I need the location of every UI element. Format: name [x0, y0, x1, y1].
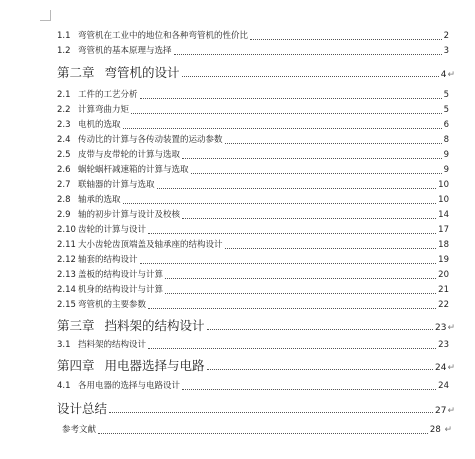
- toc-entry-2-7[interactable]: [57, 179, 449, 192]
- toc-entry-2-9[interactable]: [57, 209, 449, 222]
- toc-entry-page: 5: [443, 90, 449, 100]
- toc-entry-2-4[interactable]: [57, 134, 449, 147]
- toc-entry-number: 1.1: [57, 31, 71, 41]
- toc-entry-title: 轴的初步计算与设计及校核: [78, 210, 181, 220]
- toc-entry-number: 2.12: [57, 255, 76, 265]
- toc-leader-dots: [174, 54, 442, 55]
- toc-entry-2-15[interactable]: [57, 299, 449, 312]
- toc-leader-dots: [148, 308, 436, 309]
- toc-entry-2-10[interactable]: [57, 224, 449, 237]
- toc-entry-title: 皮带与皮带轮的计算与选取: [78, 150, 181, 160]
- toc-entry-2-8[interactable]: [57, 194, 449, 207]
- toc-references-page: 28: [429, 425, 441, 435]
- toc-references-title: 参考文献: [62, 425, 97, 435]
- toc-leader-dots: [182, 76, 439, 77]
- toc-leader-dots: [131, 113, 442, 114]
- toc-entry-2-11[interactable]: [57, 239, 449, 252]
- toc-entry-title: 蜗轮蜗杆减速箱的计算与选取: [78, 165, 189, 175]
- toc-entry-page: 22: [438, 300, 449, 310]
- toc-entry-page: 20: [438, 270, 449, 280]
- toc-chapter-page: 24: [435, 363, 447, 373]
- toc-entry-number: 2.15: [57, 300, 76, 310]
- toc-entry-2-3[interactable]: [57, 119, 449, 132]
- toc-summary[interactable]: [57, 400, 455, 418]
- toc-leader-dots: [123, 203, 437, 204]
- toc-leader-dots: [148, 348, 436, 349]
- toc-entry-number: 2.6: [57, 165, 71, 175]
- toc-entry-number: 2.13: [57, 270, 76, 280]
- toc-entry-title: 盖板的结构设计与计算: [78, 270, 164, 280]
- toc-entry-title: 各用电器的选择与电路设计: [78, 381, 181, 391]
- toc-chapter-title: 挡料架的结构设计: [104, 318, 205, 333]
- toc-leader-dots: [182, 158, 442, 159]
- toc-entry-title: 大小齿轮齿顶端盖及轴承座的结构设计: [78, 240, 223, 250]
- toc-entry-2-1[interactable]: [57, 89, 449, 102]
- toc-entry-1-1[interactable]: [57, 30, 449, 43]
- toc-chapter-number: 第三章: [57, 318, 95, 333]
- toc-entry-title: 传动比的计算与各传动装置的运动参数: [78, 135, 223, 145]
- toc-entry-number: 2.8: [57, 195, 71, 205]
- toc-entry-title: 弯管机的基本原理与选择: [78, 46, 172, 56]
- toc-entry-1-2[interactable]: [57, 45, 449, 58]
- toc-entry-page: 9: [443, 165, 449, 175]
- toc-leader-dots: [165, 293, 436, 294]
- toc-entry-2-5[interactable]: [57, 149, 449, 162]
- toc-leader-dots: [182, 389, 436, 390]
- paragraph-mark-icon: ↵: [447, 406, 455, 416]
- toc-entry-page: 19: [438, 255, 449, 265]
- toc-entry-number: 1.2: [57, 46, 71, 56]
- toc-entry-number: 2.5: [57, 150, 71, 160]
- toc-entry-title: 弯管机在工业中的地位和各种弯管机的性价比: [78, 31, 249, 41]
- toc-entry-page: 14: [438, 210, 449, 220]
- toc-leader-dots: [165, 278, 436, 279]
- toc-entry-title: 计算弯曲力矩: [78, 105, 130, 115]
- paragraph-mark-icon: ↵: [444, 425, 452, 435]
- toc-summary-title: 设计总结: [57, 401, 108, 416]
- toc-leader-dots: [250, 39, 442, 40]
- toc-entry-page: 8: [443, 135, 449, 145]
- toc-entry-title: 齿轮的计算与设计: [78, 225, 147, 235]
- toc-leader-dots: [148, 233, 436, 234]
- toc-entry-title: 轴承的选取: [78, 195, 121, 205]
- toc-entry-title: 弯管机的主要参数: [78, 300, 147, 310]
- toc-entry-page: 10: [438, 195, 449, 205]
- toc-entry-2-12[interactable]: [57, 254, 449, 267]
- toc-entry-3-1[interactable]: [57, 339, 449, 352]
- toc-leader-dots: [207, 369, 433, 370]
- toc-entry-page: 21: [438, 285, 449, 295]
- page-corner-mark: [40, 10, 51, 21]
- toc-entry-2-6[interactable]: [57, 164, 449, 177]
- toc-entry-page: 9: [443, 150, 449, 160]
- toc-leader-dots: [140, 98, 442, 99]
- toc-entry-2-2[interactable]: [57, 104, 449, 117]
- toc-entry-page: 2: [443, 31, 449, 41]
- toc-entry-number: 2.3: [57, 120, 71, 130]
- toc-leader-dots: [225, 143, 442, 144]
- toc-entry-page: 24: [438, 381, 449, 391]
- toc-leader-dots: [98, 433, 428, 434]
- toc-chapter-title: 弯管机的设计: [104, 65, 180, 80]
- toc-entry-number: 2.7: [57, 180, 71, 190]
- toc-entry-number: 3.1: [57, 340, 71, 350]
- paragraph-mark-icon: ↵: [447, 323, 455, 333]
- toc-entry-page: 6: [443, 120, 449, 130]
- toc-entry-page: 17: [438, 225, 449, 235]
- toc-entry-title: 电机的选取: [78, 120, 121, 130]
- toc-chapter-title: 用电器选择与电路: [104, 358, 205, 373]
- toc-entry-page: 3: [443, 46, 449, 56]
- toc-chapter-4[interactable]: [57, 357, 455, 375]
- toc-entry-title: 工件的工艺分析: [78, 90, 138, 100]
- toc-entry-title: 轴套的结构设计: [78, 255, 138, 265]
- toc-summary-page: 27: [435, 406, 447, 416]
- toc-entry-number: 2.11: [57, 240, 76, 250]
- paragraph-mark-icon: ↵: [447, 70, 455, 80]
- toc-leader-dots: [157, 188, 437, 189]
- toc-entry-page: 18: [438, 240, 449, 250]
- toc-entry-2-14[interactable]: [57, 284, 449, 297]
- toc-entry-number: 2.1: [57, 90, 71, 100]
- toc-entry-title: 挡料架的结构设计: [78, 340, 147, 350]
- toc-leader-dots: [123, 128, 442, 129]
- toc-chapter-3[interactable]: [57, 317, 455, 335]
- toc-entry-number: 4.1: [57, 381, 71, 391]
- toc-entry-4-1[interactable]: [57, 380, 449, 393]
- toc-entry-number: 2.10: [57, 225, 76, 235]
- toc-entry-number: 2.14: [57, 285, 76, 295]
- toc-leader-dots: [191, 173, 442, 174]
- toc-chapter-page: 4: [440, 70, 447, 80]
- toc-chapter-number: 第二章: [57, 65, 95, 80]
- toc-chapter-number: 第四章: [57, 358, 95, 373]
- toc-leader-dots: [207, 329, 433, 330]
- toc-entry-page: 5: [443, 105, 449, 115]
- toc-entry-page: 23: [438, 340, 449, 350]
- toc-entry-page: 10: [438, 180, 449, 190]
- toc-entry-number: 2.9: [57, 210, 71, 220]
- toc-entry-number: 2.4: [57, 135, 71, 145]
- paragraph-mark-icon: ↵: [447, 363, 455, 373]
- toc-leader-dots: [225, 248, 437, 249]
- toc-leader-dots: [109, 412, 433, 413]
- toc-entry-title: 联轴器的计算与选取: [78, 180, 155, 190]
- toc-leader-dots: [140, 263, 437, 264]
- toc-entry-number: 2.2: [57, 105, 71, 115]
- toc-chapter-page: 23: [435, 323, 447, 333]
- toc-entry-title: 机身的结构设计与计算: [78, 285, 164, 295]
- toc-entry-2-13[interactable]: [57, 269, 449, 282]
- toc-chapter-2[interactable]: [57, 64, 455, 82]
- toc-references[interactable]: [62, 424, 452, 437]
- toc-leader-dots: [182, 218, 436, 219]
